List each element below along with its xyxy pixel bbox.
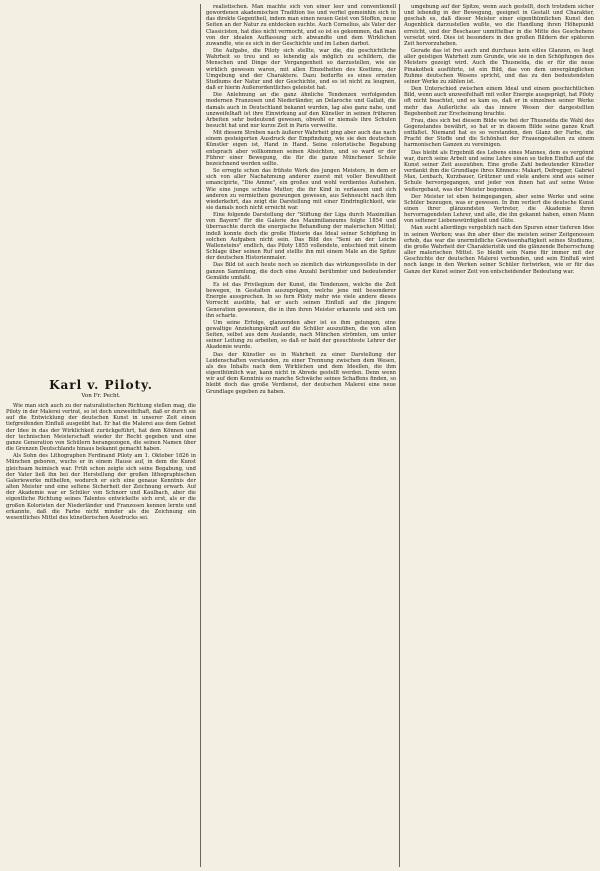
paragraph: So erregte schon das frühste Werk des jungen Meisters, in dem er sich von aller Nachahmung anderer zuerst mit voller Bewußtheit emancipirte, "Die Amme", ein großes und wohl verdientes Aufsehen. Wie eine junge schöne Mutter, die ihr Kind in verlassen und sich anderen zu vermiethen gezwungen gewesen, aus Sehnsucht nach ihm wiederkehrt, das zeigt die Darstellung mit einer Eindringlichkeit, wie sie damals noch nicht erreicht war. (206, 168, 396, 211)
paragraph: Das der Künstler es in Wahrheit zu einer Darstellung der Leidenschaften verstanden, zu einer Trennung zwischen dem Wesen, als des Inhalts nach dem Wirklichen und dem Ideellen, die ihm eigenthümlich war, kann nicht in Abrede gestellt werden. Denn wenn wir auf dem Kenntnis so manche Schwäche seines Schaffens finden, so bleibt doch das große Verdienst, der deutschen Malerei eine neue Grundlage gegeben zu haben. (206, 351, 396, 395)
paragraph: Der Meister ist eben heimgegangen, aber seine Werke und seine Schüler bezeugen, was er gewesen. In ihm verliert die deutsche Kunst einen ihrer glänzendsten Vertreter, die Akademie ihren hervorragendsten Lehrer, und alle, die ihn gekannt haben, einen Mann von seltener Liebenswürdigkeit und Güte. (404, 193, 594, 225)
paragraph: Das Bild ist auch heute noch so ziemlich das wirkungsvollste in der ganzen Sammlung, die doch eine Anzahl berühmter und bedeutender Gemälde umfaßt. (206, 262, 396, 281)
article-title: Karl v. Piloty. (49, 378, 153, 392)
paragraph: Mit diesem Streben nach äußerer Wahrheit ging aber auch das nach einem gesteigerten Ausdruck der Empfindung, wie sie den deutschen Künstler eigen ist, Hand in Hand. Seine coloristische Begabung entsprach aber vollkommen seinen Absichten, und so ward er der Führer einer Bewegung, die für die ganze Münchener Schule bezeichnend werden sollte. (206, 130, 396, 167)
paragraph: Als Sohn des Lithographen Ferdinand Piloty am 1. Oktober 1826 in München geboren, wuchs er in einem Hause auf, in dem die Kunst gleichsam heimisch war. Früh schon zeigte sich seine Begabung, und der Vater ließ ihn bei der Herstellung der großen lithographischen Galeriewerke mithelfen, wodurch er sich eine genaue Kenntnis der alten Meister und eine seltene Sicherheit der Zeichnung erwarb. Auf der Akademie war er Schüler von Schnorr und Kaulbach, aber die eigentliche Richtung seines Talentes entwickelte sich erst, als er die großen Koloristen der Niederländer und Franzosen kennen lernte und erkannte, daß die Farbe nicht minder als die Zeichnung ein wesentliches Mittel des künstlerischen Ausdrucks sei. (6, 453, 196, 521)
paragraph: Die Aufgabe, die Piloty sich stellte, war die, die geschichtliche Wahrheit so treu und so lebendig als möglich zu schildern, die Menschen und Dinge der Vergangenheit so darzustellen, wie sie wirklich gewesen waren, mit allen Einzelheiten des Kostüms, der Umgebung und der Charaktere. Dazu bedurfte es eines ernsten Studiums der Natur und der Geschichte, und es ist nicht zu leugnen, daß er hierin Außerordentliches geleistet hat. (206, 48, 396, 92)
paragraph: Wie man sich auch zu der naturalistischen Richtung stellen mag, die Piloty in der Malerei vertrat, so ist doch unzweifelhaft, daß er durch sie auf die Entwicklung der deutschen Kunst in unserer Zeit einen tiefgreifenden Einfluß ausgeübt hat. Er hat die Malerei aus dem Gebiet der Idee in das der Wirklichkeit zurückgeführt, hat dem Können und der technischen Meisterschaft wieder ihr Recht gegeben und eine ganze Generation von Schülern herangezogen, die seinen Namen über die Grenzen Deutschlands hinaus bekannt gemacht haben. (6, 403, 196, 453)
paragraph: Die Anlehnung an die ganz ähnliche Tendenzen verfolgenden modernen Franzosen und Niederländer, an Delaroche und Gallait, die damals auch in Deutschland bekannt wurden, lag also ganz nahe, und unzweifelhaft ist ihre Einwirkung auf den Künstler in seinen früheren Arbeiten sehr bedeutend gewesen, obwohl er niemals ihre Schulen besucht hat und nur kurze Zeit in Paris verweilte. (206, 92, 396, 129)
column-divider (200, 4, 201, 867)
column-middle (206, 4, 396, 869)
paragraph: Den Unterschied zwischen einem Ideal und einem geschichtlichen Bild, wenn auch unzweifelhaft mit voller Energie ausgeprägt, hat Piloty oft nicht beachtet, und so kam es, daß er in einzelnen seiner Werke mehr das Außerliche als das innere Wesen der dargestellten Begebenheit zur Erscheinung brachte. (404, 86, 594, 117)
unreadable-text-block (6, 4, 196, 374)
column-left (6, 4, 196, 869)
paragraph: umgebung auf der Spitze, wenn auch gestellt, doch trotzdem sicher und lebendig in der Bewegung, geeignet in Gestalt und Charakter, geschah es, daß dieser Meister einer eigenthümlichen Kunst den Augenblick darzustellen wußte, wo die Handlung ihren Höhepunkt erreicht, und der Beschauer unmittelbar in die Mitte des Geschehens versetzt wird. Dies ist besonders in den großen Bildern der späteren Zeit hervorzuheben. (404, 4, 594, 47)
paragraph: Es ist das Privilegium der Kunst, die Tendenzen, welche die Zeit bewegen, in Gestalten auszuprägen, welche jene mit besonderer Energie aussprechen. In so fern Piloty mehr wie viele andere dieses Vorrecht ausübte, hat er auch seinen Einfluß auf die jüngere Generation gewonnen, die in ihm ihren Meister erkannte und sich um ihn scharte. (206, 281, 396, 319)
paragraph: Man sucht allerdings vergeblich nach den Spuren einer tieferen Idee in seinen Werken; was ihn aber über die meisten seiner Zeitgenossen erhob, das war die unermüdliche Gewissenhaftigkeit seines Studiums, die große Wahrheit der Charakteristik und die glänzende Beherrschung aller malerischen Mittel. So bleibt sein Name für immer mit der Geschichte der deutschen Malerei verbunden, und sein Einfluß wird noch lange in den Werken seiner Schüler fortwirken, wie er für das Ganze der Kunst seiner Zeit von entscheidender Bedeutung war. (404, 225, 594, 275)
paragraph: Frau, dies sich bei diesem Bilde wie bei der Thusnelda die Wahl des Gegenstandes bewährt, so hat er in diesem Bilde seine ganze Kraft entfaltet. Niemand hat es so verstanden, den Glanz der Farbe, die Pracht der Stoffe und die Schönheit der Frauengestalten zu einem harmonischen Ganzen zu vereinigen. (404, 117, 594, 149)
paragraph: Eine folgende Darstellung der "Stiftung der Liga durch Maximilian von Bayern" für die Galerie des Maximilianeums folgte 1854 und überraschte durch die energische Behandlung der malerischen Mittel; indeß konnte doch die große Historie das Ideal seiner Schöpfung in solchen Aufgaben nicht sein. Das Bild des "Seni an der Leiche Wallensteins" endlich, das Piloty 1855 vollendete, entschied mit einem Schlage über seinen Ruf und stellte ihn mit einem Male an die Spitze der deutschen Historienmaler. (206, 212, 396, 262)
paragraph: Um seine Erfolge, glanzenden aber ist es ihm gelungen, eine gewaltige Anziehungskraft auf die Schüler auszuüben, die von allen Seiten, selbst aus dem Auslande, nach München strömten, um unter seiner Leitung zu arbeiten, so daß er bald der gesuchteste Lehrer der Akademie wurde. (206, 319, 396, 351)
paragraph: realistischen. Man machte sich von einer leer und conventionell gewordenen akademischen Tradition los und verfiel gemeinhin sich in das direkte Gegentheil, indem man einen neuen Geist von Stoffen, neue Seiten an der Natur zu entdecken suchte. Auch Cornelius, als Vater der Classicisten, hat dies nicht vermocht, und so ist es gekommen, daß man von der idealen Auffassung sich abwandte und dem Wirklichen zuwandte, wie es sich in der Geschichte und im Leben darbot. (206, 4, 396, 47)
column-divider (399, 4, 400, 867)
paragraph: Das bleibt als Ergebniß des Lebens eines Mannes, dem es vergönnt war, durch seine Arbeit und seine Lehre einen so tiefen Einfluß auf die Kunst seiner Zeit auszuüben. Eine große Zahl bedeutender Künstler verdankt ihm die Grundlage ihres Könnens: Makart, Defregger, Gabriel Max, Lenbach, Kurzbauer, Grützner und viele andere sind aus seiner Schule hervorgegangen, und jeder von ihnen hat auf seine Weise weitergebaut, was der Meister begonnen. (404, 149, 594, 193)
column-right (404, 4, 594, 869)
article-byline: Von Fr. Pecht. (81, 393, 121, 399)
paragraph: Gerade das ist frei auch und durchaus kein eitles Glanzen, es liegt aller geistigen Wahrheit zum Grunde, wie sie in den Schöpfungen des Meisters gezeigt wird. Auch die Thusnelda, die er für die neue Pinakothek ausführte, ist ein Bild, das von dem unvergänglichen Ruhme deutschen Wesens spricht, und das zu den bedeutendsten seiner Werke zu zählen ist. (404, 48, 594, 85)
